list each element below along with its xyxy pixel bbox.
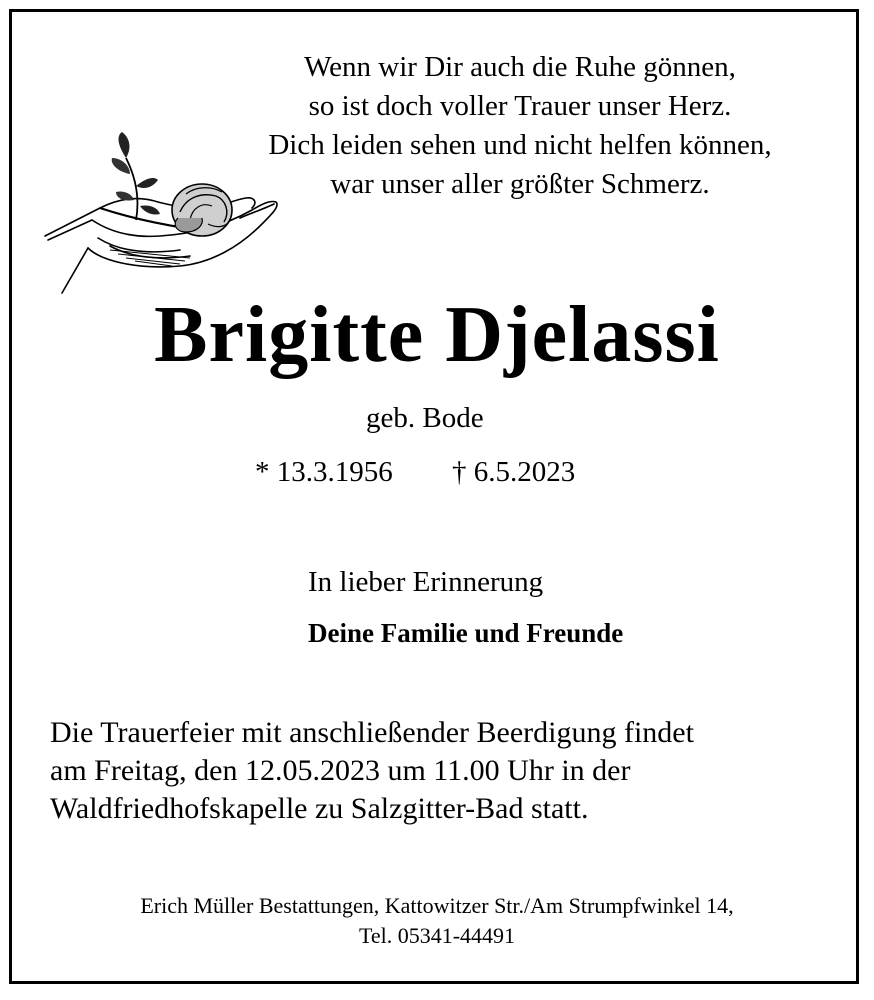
poem bbox=[200, 48, 840, 204]
undertaker-address: Erich Müller Bestattungen, Kattowitzer Str./Am Strumpfwinkel 14, bbox=[140, 893, 734, 918]
mourners-signature: Deine Familie und Freunde bbox=[308, 618, 624, 648]
birth-name: geb. Bode bbox=[366, 402, 484, 434]
undertaker-phone: Tel. 05341-44491 bbox=[358, 923, 516, 948]
death-date: † 6.5.2023 bbox=[452, 456, 576, 488]
funeral-notice bbox=[50, 714, 694, 828]
funeral-line: am Freitag, den 12.05.2023 um 11.00 Uhr in der bbox=[50, 754, 631, 787]
poem-line: Wenn wir Dir auch die Ruhe gönnen, bbox=[304, 51, 736, 83]
poem-line: Dich leiden sehen und nicht helfen können, bbox=[268, 129, 772, 161]
funeral-line: Waldfriedhofskapelle zu Salzgitter-Bad statt. bbox=[50, 792, 589, 825]
life-dates bbox=[255, 456, 575, 489]
undertaker-info bbox=[0, 891, 874, 951]
poem-line: so ist doch voller Trauer unser Herz. bbox=[308, 90, 732, 122]
funeral-line: Die Trauerfeier mit anschließender Beerdigung findet bbox=[50, 716, 694, 749]
birth-date: * 13.3.1956 bbox=[255, 456, 393, 488]
hand-holding-rose-icon bbox=[40, 128, 285, 298]
poem-line: war unser aller größter Schmerz. bbox=[330, 168, 710, 200]
memory-line: In lieber Erinnerung bbox=[308, 566, 544, 598]
deceased-name: Brigitte Djelassi bbox=[154, 291, 720, 379]
